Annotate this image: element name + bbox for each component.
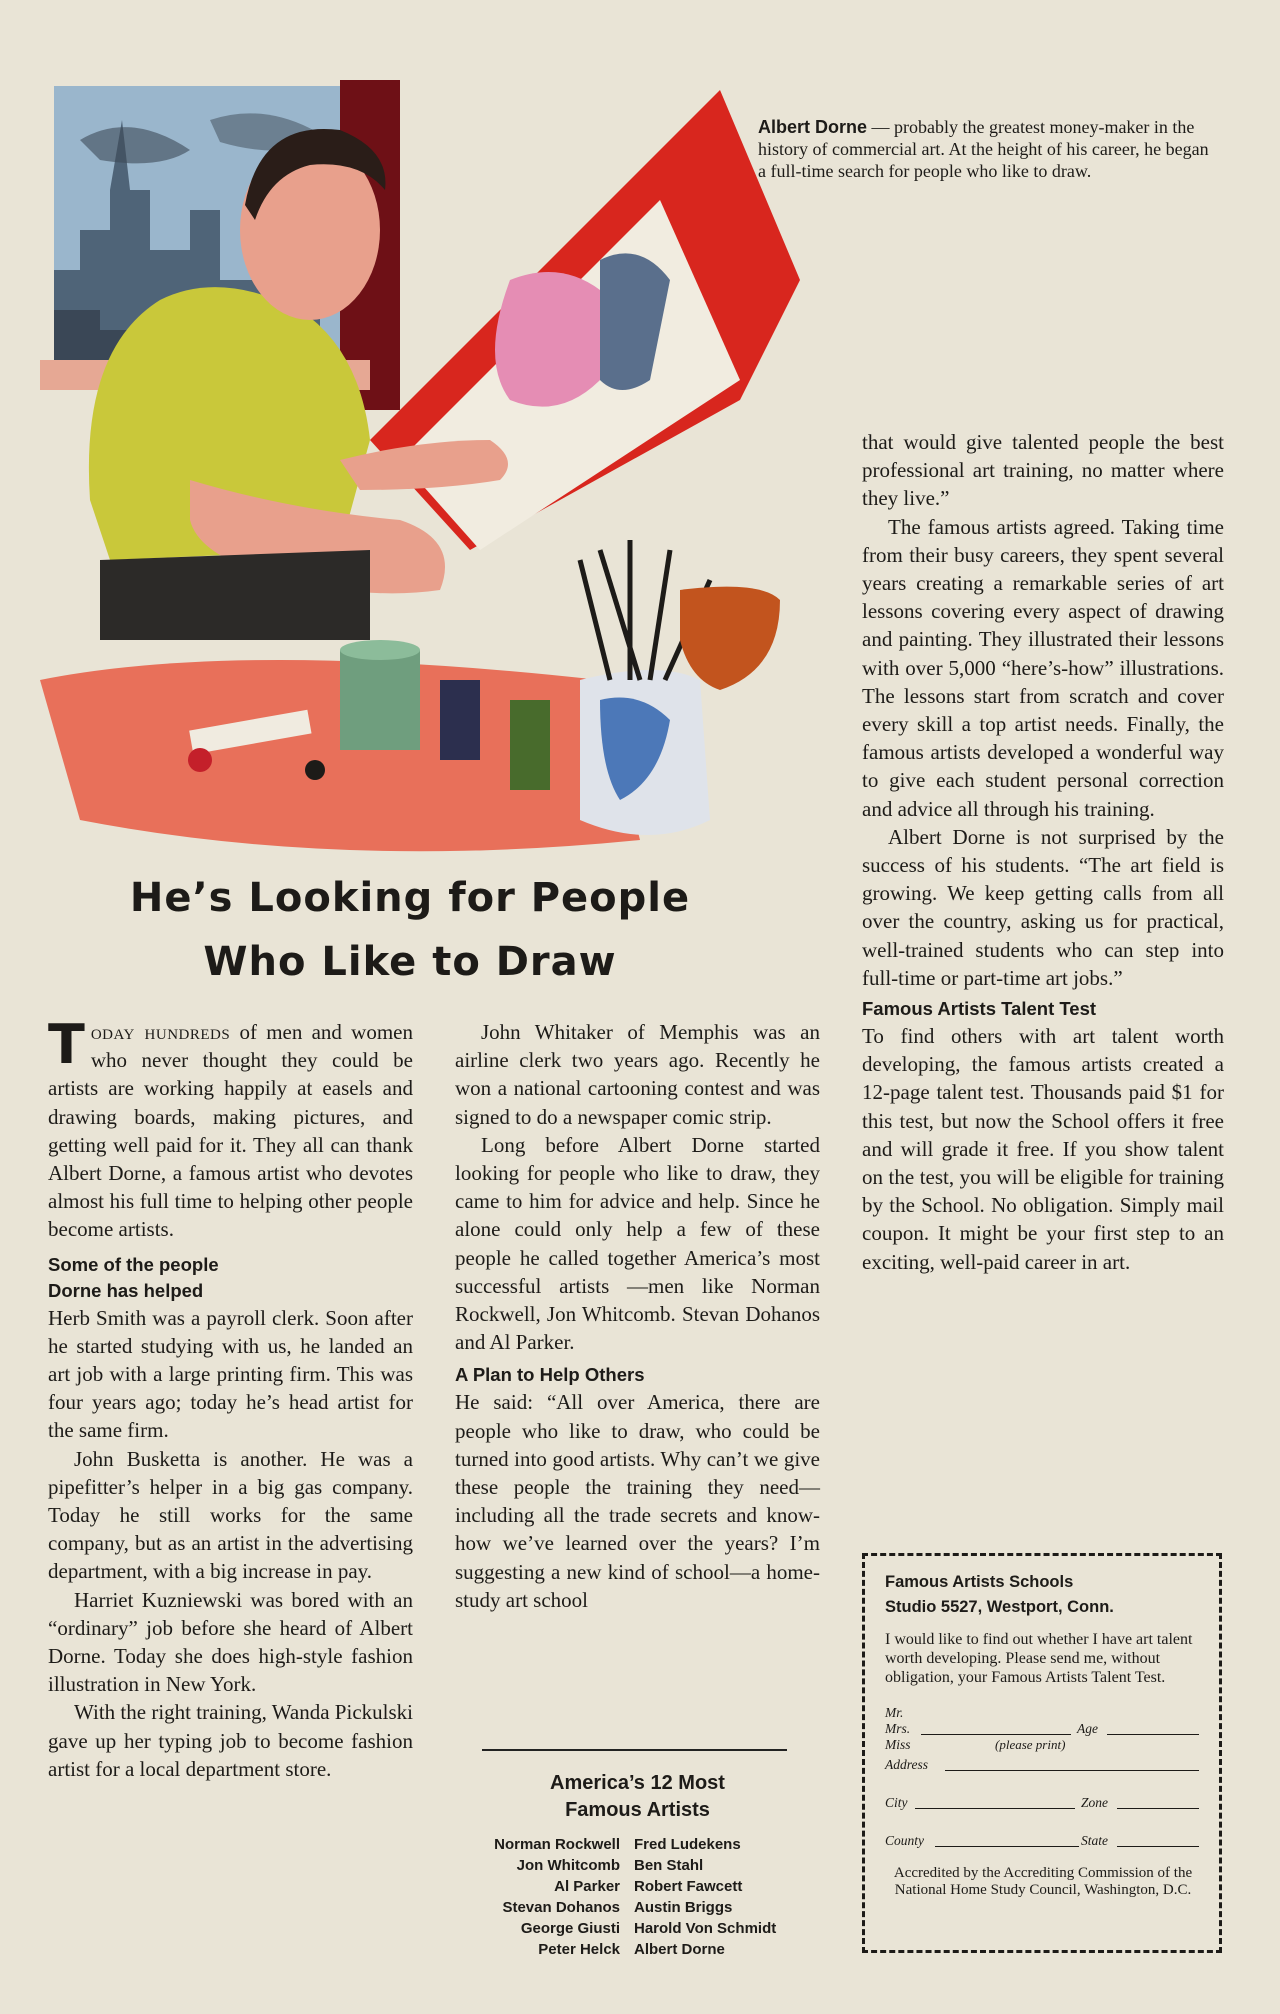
artist-name: Harold Von Schmidt xyxy=(634,1920,777,1937)
artist-name: Robert Fawcett xyxy=(634,1878,743,1895)
coupon-mr-row xyxy=(885,1707,1201,1723)
coupon-school-name: Famous Artists Schools xyxy=(885,1573,1074,1591)
coupon-mrs-label: Mrs. xyxy=(885,1721,911,1736)
artists-row xyxy=(452,1897,852,1918)
paragraph-he-said: He said: “All over America, there are people who like to draw, who could be turned into good artists. Why can’t we give these people the training they need—including all the trade secrets and know-how we’ve learned over the years? I’m suggesting a new kind of school—a home-study art school xyxy=(455,1390,820,1612)
coupon-address-row[interactable] xyxy=(885,1755,1201,1775)
artist-name: Albert Dorne xyxy=(634,1941,725,1958)
paragraph-talent-test: To find others with art talent worth developing, the famous artists created a 12-page talent test. Thousands paid $1 for this test, but now the School offers it free and will grade it free. If you show talent on the test, you will be eligible for training by the School. No obligation. Simply mail coupon. It might be your first step to an exciting, well-paid career in art. xyxy=(862,1024,1224,1274)
artist-name: George Giusti xyxy=(520,1920,620,1937)
artist-name: Peter Helck xyxy=(538,1941,620,1958)
paragraph-not-surprised: Albert Dorne is not surprised by the success of his students. “The art field is growing. We keep getting calls from all over the country, asking us for practical, well-trained students who can step into full-time or part-time art jobs.” xyxy=(862,824,1224,990)
coupon-city-row[interactable] xyxy=(885,1775,1201,1813)
artists-row xyxy=(452,1876,852,1897)
divider-rule xyxy=(482,1749,787,1751)
coupon-age-line[interactable] xyxy=(1107,1734,1199,1735)
artists-row xyxy=(452,1834,852,1855)
coupon-address-label: Address xyxy=(885,1757,928,1772)
coupon-miss-row xyxy=(885,1739,1201,1755)
subhead-dorne-helped-2: Dorne has helped xyxy=(48,1279,204,1301)
coupon-age-label: Age xyxy=(1077,1721,1098,1736)
subhead-plan: A Plan to Help Others xyxy=(455,1364,645,1386)
coupon-state-line[interactable] xyxy=(1117,1846,1199,1847)
paragraph-artists-agreed: The famous artists agreed. Taking time from their busy careers, they spent several years creating a remarkable series of art lessons covering every aspect of drawing and painting. They illustrated their lessons with over 5,000 “here’s-how” illustrations. The lessons start from scratch and cover every skill a top artist needs. Finally, the famous artists developed a wonderful way to give each student personal correction and advice all through his training. xyxy=(862,514,1224,821)
coupon-county-row[interactable] xyxy=(885,1813,1201,1851)
column-3 xyxy=(862,428,1224,1276)
column-2 xyxy=(455,1018,820,1614)
artists-title-line1: America’s 12 Most xyxy=(550,1772,725,1794)
artist-illustration xyxy=(40,80,840,870)
coupon-zone-label: Zone xyxy=(1081,1795,1108,1810)
artist-name: Norman Rockwell xyxy=(494,1836,620,1853)
intro-text: of men and women who never thought they could be artists are working happily at easels and drawing boards, making pictures, and getting well paid for it. They all can thank Albert Dorne, a famous artist who devotes almost his full time to helping other people become artists. xyxy=(48,1020,413,1242)
artist-name: Jon Whitcomb xyxy=(516,1857,620,1874)
coupon-school-address: Studio 5527, Westport, Conn. xyxy=(885,1598,1114,1616)
coupon-zone-line[interactable] xyxy=(1117,1808,1199,1809)
subhead-dorne-helped-1: Some of the people xyxy=(48,1253,219,1275)
artists-title-line2: Famous Artists xyxy=(565,1799,710,1821)
headline xyxy=(70,866,750,994)
headline-line2: Who Like to Draw xyxy=(203,939,617,985)
caption-name: Albert Dorne xyxy=(758,117,868,137)
column-1 xyxy=(48,1013,413,1783)
artist-name: Ben Stahl xyxy=(634,1857,704,1874)
coupon-state-label: State xyxy=(1081,1833,1108,1848)
artists-list xyxy=(452,1834,852,1960)
coupon-city-line[interactable] xyxy=(915,1808,1075,1809)
paragraph-herb-smith: Herb Smith was a payroll clerk. Soon after he started studying with us, he landed an art job with a large printing firm. This was four years ago; today he’s head artist for the same firm. xyxy=(48,1305,413,1443)
coupon-body: I would like to find out whether I have art talent worth developing. Please send me, without obligation, your Famous Artists Talent Test. xyxy=(885,1631,1193,1686)
headline-line1: He’s Looking for People xyxy=(129,875,691,921)
paragraph-wanda: With the right training, Wanda Pickulski gave up her typing job to become fashion artist for a local department store. xyxy=(48,1700,413,1781)
lead-caps: oday hundreds xyxy=(90,1020,231,1044)
caption-text: — probably the greatest money-maker in the history of commercial art. At the height of his career, he began a full-time search for people who like to draw. xyxy=(758,117,1209,181)
paragraph-whitaker: John Whitaker of Memphis was an airline clerk two years ago. Recently he won a national cartooning contest and was signed to do a newspaper comic strip. xyxy=(455,1020,820,1129)
artists-row xyxy=(452,1918,852,1939)
coupon-mr-label: Mr. xyxy=(885,1705,904,1720)
artists-title xyxy=(455,1770,820,1824)
coupon-county-line[interactable] xyxy=(935,1846,1079,1847)
coupon-county-label: County xyxy=(885,1833,924,1848)
coupon-please-print: (please print) xyxy=(995,1737,1066,1752)
paragraph-long-before: Long before Albert Dorne started looking for people who like to draw, they came to him for advice and help. Since he alone could only help a few of these people he called together America’s most successful artists —men like Norman Rockwell, Jon Whitcomb. Stevan Dohanos and Al Parker. xyxy=(455,1132,820,1355)
artists-row xyxy=(452,1855,852,1876)
coupon-miss-label: Miss xyxy=(885,1737,911,1752)
coupon-name-line[interactable] xyxy=(921,1734,1071,1735)
mail-coupon[interactable] xyxy=(862,1553,1222,1953)
paragraph-harriet: Harriet Kuzniewski was bored with an “ordinary” job before she heard of Albert Dorne. Today she does high-style fashion illustration in New York. xyxy=(48,1587,413,1697)
artist-name: Al Parker xyxy=(554,1878,620,1895)
coupon-address-line[interactable] xyxy=(945,1770,1199,1771)
caption xyxy=(758,116,1218,182)
coupon-city-label: City xyxy=(885,1795,908,1810)
artist-name: Stevan Dohanos xyxy=(502,1899,620,1916)
artists-row xyxy=(452,1939,852,1960)
artist-name: Austin Briggs xyxy=(634,1899,733,1916)
coupon-accreditation: Accredited by the Accrediting Commission of the National Home Study Council, Washington, D.C. xyxy=(893,1865,1193,1898)
paragraph-john-busketta: John Busketta is another. He was a pipefitter’s helper in a big gas company. Today he still works for the same company, but as an artist in the advertising department, with a big increase in pay. xyxy=(48,1446,413,1584)
artist-name: Fred Ludekens xyxy=(634,1836,741,1853)
paragraph-continued: that would give talented people the best professional art training, no matter where they live.” xyxy=(862,430,1224,511)
intro-paragraph xyxy=(48,1013,413,1244)
coupon-fields xyxy=(885,1707,1201,1851)
subhead-talent-test: Famous Artists Talent Test xyxy=(862,998,1097,1020)
drop-cap: T xyxy=(48,1013,85,1076)
